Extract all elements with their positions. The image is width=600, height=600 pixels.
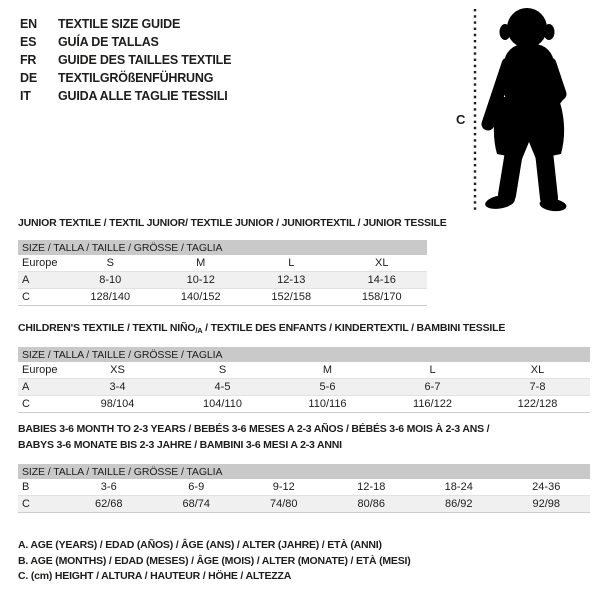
table-cell: 24-36 (503, 479, 591, 496)
table-cell: 6-9 (153, 479, 241, 496)
table-cell: 140/152 (156, 289, 247, 306)
table-cell: 152/158 (246, 289, 337, 306)
babies-title-line2: BABYS 3-6 MONATE BIS 2-3 JAHRE / BAMBINI 3-6 MESI A 2-3 ANNI (18, 439, 342, 451)
children-title-suffix: / TEXTILE DES ENFANTS / KINDERTEXTIL / BAMBINI TESSILE (202, 322, 506, 334)
size-table-junior (18, 240, 427, 306)
children-title-subscript: /A (195, 326, 203, 335)
table-cell: 92/98 (503, 496, 591, 513)
language-title-block (20, 15, 231, 105)
table-cell: 10-12 (156, 272, 247, 289)
row-label: C (18, 289, 65, 306)
row-label: A (18, 379, 65, 396)
table-cell: XL (337, 255, 428, 272)
table-cell: 122/128 (485, 396, 590, 413)
language-label: TEXTILGRÖßENFÜHRUNG (58, 71, 214, 85)
row-label: A (18, 272, 65, 289)
table-cell: S (170, 362, 275, 379)
table-cell: 4-5 (170, 379, 275, 396)
table-cell: 98/104 (65, 396, 170, 413)
table-row (18, 379, 590, 396)
table-cell: 6-7 (380, 379, 485, 396)
table-cell: 68/74 (153, 496, 241, 513)
row-label: Europe (18, 255, 65, 272)
children-title-prefix: CHILDREN'S TEXTILE / TEXTIL NIÑO (18, 322, 196, 334)
measurement-figure (448, 2, 598, 214)
row-label: Europe (18, 362, 65, 379)
footnote-b: B. AGE (MONTHS) / EDAD (MESES) / ÂGE (MOIS) / ALTER (MONATE) / ETÀ (MESI) (18, 554, 411, 567)
size-table-children (18, 347, 590, 413)
table-cell: 8-10 (65, 272, 156, 289)
size-header-cell: SIZE / TALLA / TAILLE / GRÖSSE / TAGLIA (18, 347, 590, 362)
table-row (18, 362, 590, 379)
table-cell: 104/110 (170, 396, 275, 413)
table-cell: M (156, 255, 247, 272)
language-code: EN (20, 17, 37, 31)
figure-svg (448, 2, 598, 214)
junior-table-title: JUNIOR TEXTILE / TEXTIL JUNIOR/ TEXTILE JUNIOR / JUNIORTEXTIL / JUNIOR TESSILE (18, 217, 447, 229)
table-cell: 110/116 (275, 396, 380, 413)
footnote-c: C. (cm) HEIGHT / ALTURA / HAUTEUR / HÖHE / ALTEZZA (18, 570, 292, 582)
table-cell: 7-8 (485, 379, 590, 396)
size-header-row (18, 464, 590, 479)
row-label: C (18, 396, 65, 413)
table-cell: 5-6 (275, 379, 380, 396)
language-label: GUIDA ALLE TAGLIE TESSILI (58, 89, 228, 103)
table-cell: 3-4 (65, 379, 170, 396)
language-code: IT (20, 89, 31, 103)
babies-title-line1: BABIES 3-6 MONTH TO 2-3 YEARS / BEBÉS 3-6 MESES A 2-3 AÑOS / BÉBÉS 3-6 MOIS À 2-3 ANS / (18, 423, 490, 435)
table-cell: S (65, 255, 156, 272)
children-table-title (18, 322, 505, 335)
footnotes (18, 538, 411, 585)
size-header-row (18, 240, 427, 255)
row-label: B (18, 479, 65, 496)
table-cell: 12-13 (246, 272, 337, 289)
language-code: DE (20, 71, 37, 85)
size-header-row (18, 347, 590, 362)
table-cell: XL (485, 362, 590, 379)
table-cell: 3-6 (65, 479, 153, 496)
table-cell: 128/140 (65, 289, 156, 306)
table-cell: 18-24 (415, 479, 503, 496)
row-label: C (18, 496, 65, 513)
table-cell: 158/170 (337, 289, 428, 306)
table-cell: 14-16 (337, 272, 428, 289)
table-cell: 116/122 (380, 396, 485, 413)
language-label: GUÍA DE TALLAS (58, 35, 159, 49)
table-cell: L (380, 362, 485, 379)
table-cell: 80/86 (328, 496, 416, 513)
table-cell: 86/92 (415, 496, 503, 513)
language-label: GUIDE DES TAILLES TEXTILE (58, 53, 232, 67)
language-code: ES (20, 35, 37, 49)
table-cell: L (246, 255, 337, 272)
language-row (20, 33, 231, 51)
table-cell: 74/80 (240, 496, 328, 513)
footnote-a: A. AGE (YEARS) / EDAD (AÑOS) / ÂGE (ANS) / ALTER (JAHRE) / ETÀ (ANNI) (18, 539, 382, 551)
language-row (20, 69, 231, 87)
table-row (18, 255, 427, 272)
language-row (20, 51, 231, 69)
babies-table-title (18, 421, 489, 453)
table-row (18, 496, 590, 513)
size-header-cell: SIZE / TALLA / TAILLE / GRÖSSE / TAGLIA (18, 240, 427, 255)
size-header-cell: SIZE / TALLA / TAILLE / GRÖSSE / TAGLIA (18, 464, 590, 479)
measure-label: C (456, 112, 466, 127)
table-row (18, 479, 590, 496)
table-cell: M (275, 362, 380, 379)
table-row (18, 289, 427, 306)
language-label: TEXTILE SIZE GUIDE (58, 17, 181, 31)
size-table-babies (18, 464, 590, 513)
baby-silhouette-icon (484, 8, 567, 213)
table-row (18, 396, 590, 413)
table-cell: 62/68 (65, 496, 153, 513)
table-cell: 9-12 (240, 479, 328, 496)
table-row (18, 272, 427, 289)
language-code: FR (20, 53, 37, 67)
table-cell: XS (65, 362, 170, 379)
table-cell: 12-18 (328, 479, 416, 496)
language-row (20, 87, 231, 105)
language-row (20, 15, 231, 33)
